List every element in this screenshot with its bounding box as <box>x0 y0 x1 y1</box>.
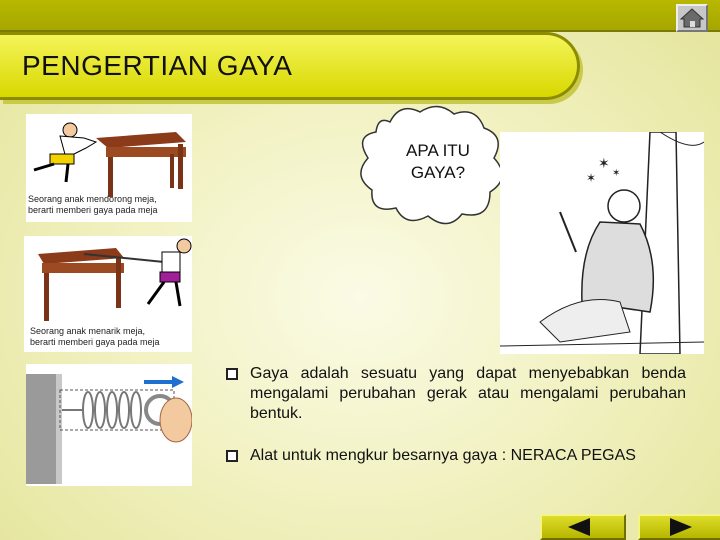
checkbox-bullet-icon <box>226 446 250 466</box>
bullet-list <box>226 364 686 488</box>
bullet-text: Gaya adalah sesuatu yang dapat menyebabkan benda mengalami perubahan gerak atau mengalami perubahan bentuk. <box>250 365 686 422</box>
home-button[interactable] <box>676 4 708 32</box>
scientist-under-tree-illustration <box>500 132 704 354</box>
next-arrow-icon <box>640 516 720 538</box>
previous-arrow-icon <box>542 516 624 538</box>
previous-slide-button[interactable] <box>540 514 626 540</box>
svg-text:✶: ✶ <box>586 171 597 185</box>
home-icon <box>678 6 706 30</box>
push-table-figure <box>26 114 192 222</box>
pull-caption: Seorang anak menarik meja, berarti memberi gaya pada meja <box>30 326 160 347</box>
spring-pull-illustration <box>26 364 192 486</box>
svg-text:✶: ✶ <box>612 168 621 179</box>
checkbox-bullet-icon <box>226 364 250 424</box>
pull-table-figure <box>24 236 192 352</box>
bullet-item-tool <box>226 446 686 466</box>
spring-figure <box>26 364 192 486</box>
bullet-item-definition <box>226 364 686 424</box>
top-bar <box>0 0 720 32</box>
bullet-text: Alat untuk mengkur besarnya gaya : NERACA PEGAS <box>250 447 636 464</box>
next-slide-button[interactable] <box>638 514 720 540</box>
page-title: PENGERTIAN GAYA <box>22 50 293 81</box>
svg-text:✶: ✶ <box>598 156 610 172</box>
thought-bubble-text: APA ITU GAYA? <box>406 141 470 182</box>
thinking-scientist-figure <box>500 132 704 354</box>
push-caption: Seorang anak mendorong meja, berarti memberi gaya pada meja <box>28 194 158 215</box>
